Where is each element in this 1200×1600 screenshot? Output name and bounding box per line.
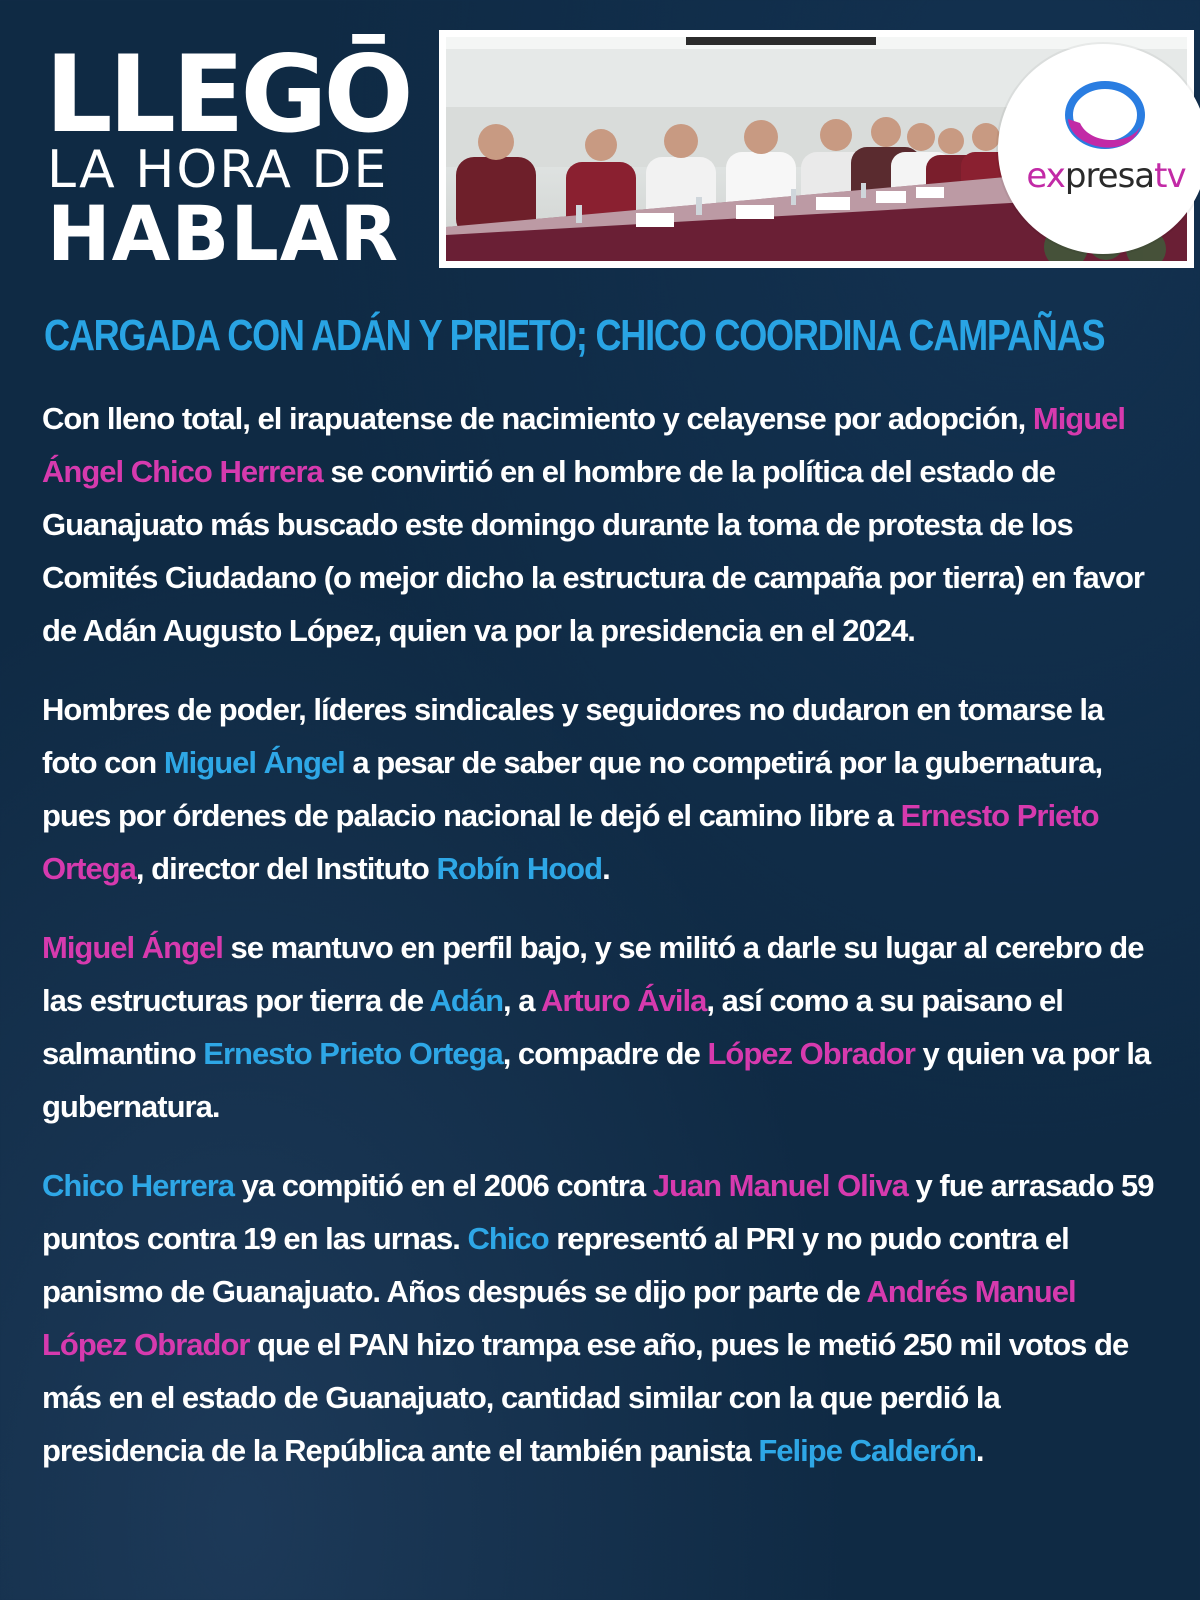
text-run: , a xyxy=(503,983,541,1018)
brand-ex: ex xyxy=(1026,156,1065,196)
text-run: . xyxy=(602,851,610,886)
highlighted-name: López Obrador xyxy=(707,1036,915,1071)
highlighted-name: Ernesto Prieto Ortega xyxy=(203,1036,503,1071)
text-run: Con lleno total, el irapuatense de nacimiento y celayense por adopción, xyxy=(42,401,1033,436)
text-run: , así como a su paisano el salmantino xyxy=(42,983,1063,1071)
text-run: . xyxy=(975,1433,984,1468)
text-run: y fue arrasado 59 puntos contra 19 en las urnas. xyxy=(42,1168,1154,1256)
highlighted-name: Ernesto Prieto Ortega xyxy=(42,798,1099,886)
expresatv-logo-badge xyxy=(998,44,1200,254)
paragraph-3 xyxy=(42,921,1158,1133)
highlighted-name: Andrés Manuel López Obrador xyxy=(42,1274,1076,1362)
paragraph-2 xyxy=(42,683,1158,895)
highlighted-name: Juan Manuel Oliva xyxy=(652,1168,908,1203)
expresatv-wordmark xyxy=(1014,156,1198,196)
brand-tv: tv xyxy=(1154,156,1186,196)
paragraph-4 xyxy=(42,1159,1158,1477)
logo-line-llego: LLEGŌ xyxy=(45,33,410,156)
show-logo xyxy=(45,33,410,278)
logo-line-la-hora-de: LA HORA DE xyxy=(47,140,389,200)
text-run: ya compitió en el 2006 contra xyxy=(234,1168,653,1203)
paragraph-1 xyxy=(42,392,1158,657)
highlighted-name: Miguel Ángel xyxy=(163,745,345,780)
highlighted-name: Chico Herrera xyxy=(42,1168,235,1203)
highlighted-name: Arturo Ávila xyxy=(540,983,707,1018)
highlighted-name: Robín Hood xyxy=(436,851,603,886)
highlighted-name: Adán xyxy=(429,983,504,1018)
text-run: se convirtió en el hombre de la política del estado de Guanajuato más buscado este domingo durante la toma de protesta de los Comités Ciudadano (o mejor dicho la estructura de campaña por tierra) en favor de Adán Augusto López, quien va por la presidencia en el 2024. xyxy=(42,454,1144,648)
highlighted-name: Felipe Calderón xyxy=(758,1433,976,1468)
text-run: y quien va por la gubernatura. xyxy=(42,1036,1151,1124)
text-run: Hombres de poder, líderes sindicales y seguidores no dudaron en tomarse la foto con xyxy=(42,692,1104,780)
text-run: , compadre de xyxy=(502,1036,708,1071)
text-run: se mantuvo en perfil bajo, y se militó a darle su lugar al cerebro de las estructuras por tierra de xyxy=(42,930,1144,1018)
text-run: que el PAN hizo trampa ese año, pues le metió 250 mil votos de más en el estado de Guanajuato, cantidad similar con la que perdió la presidencia de la República ante el también panista xyxy=(42,1327,1129,1468)
headline: CARGADA CON ADÁN Y PRIETO; CHICO COORDINA CAMPAÑAS xyxy=(44,311,1105,360)
text-run: representó al PRI y no pudo contra el panismo de Guanajuato. Años después se dijo por parte de xyxy=(42,1221,1069,1309)
highlighted-name: Miguel Ángel Chico Herrera xyxy=(42,401,1126,489)
text-run: a pesar de saber que no competirá por la gubernatura, pues por órdenes de palacio nacional le dejó el camino libre a xyxy=(42,745,1103,833)
text-run: , director del Instituto xyxy=(135,851,437,886)
highlighted-name: Chico xyxy=(467,1221,549,1256)
brand-presa: presa xyxy=(1064,156,1155,196)
expresatv-swirl-icon xyxy=(1060,79,1146,159)
article-body xyxy=(42,392,1158,1503)
highlighted-name: Miguel Ángel xyxy=(42,930,223,965)
logo-line-hablar: HABLAR xyxy=(47,189,400,278)
